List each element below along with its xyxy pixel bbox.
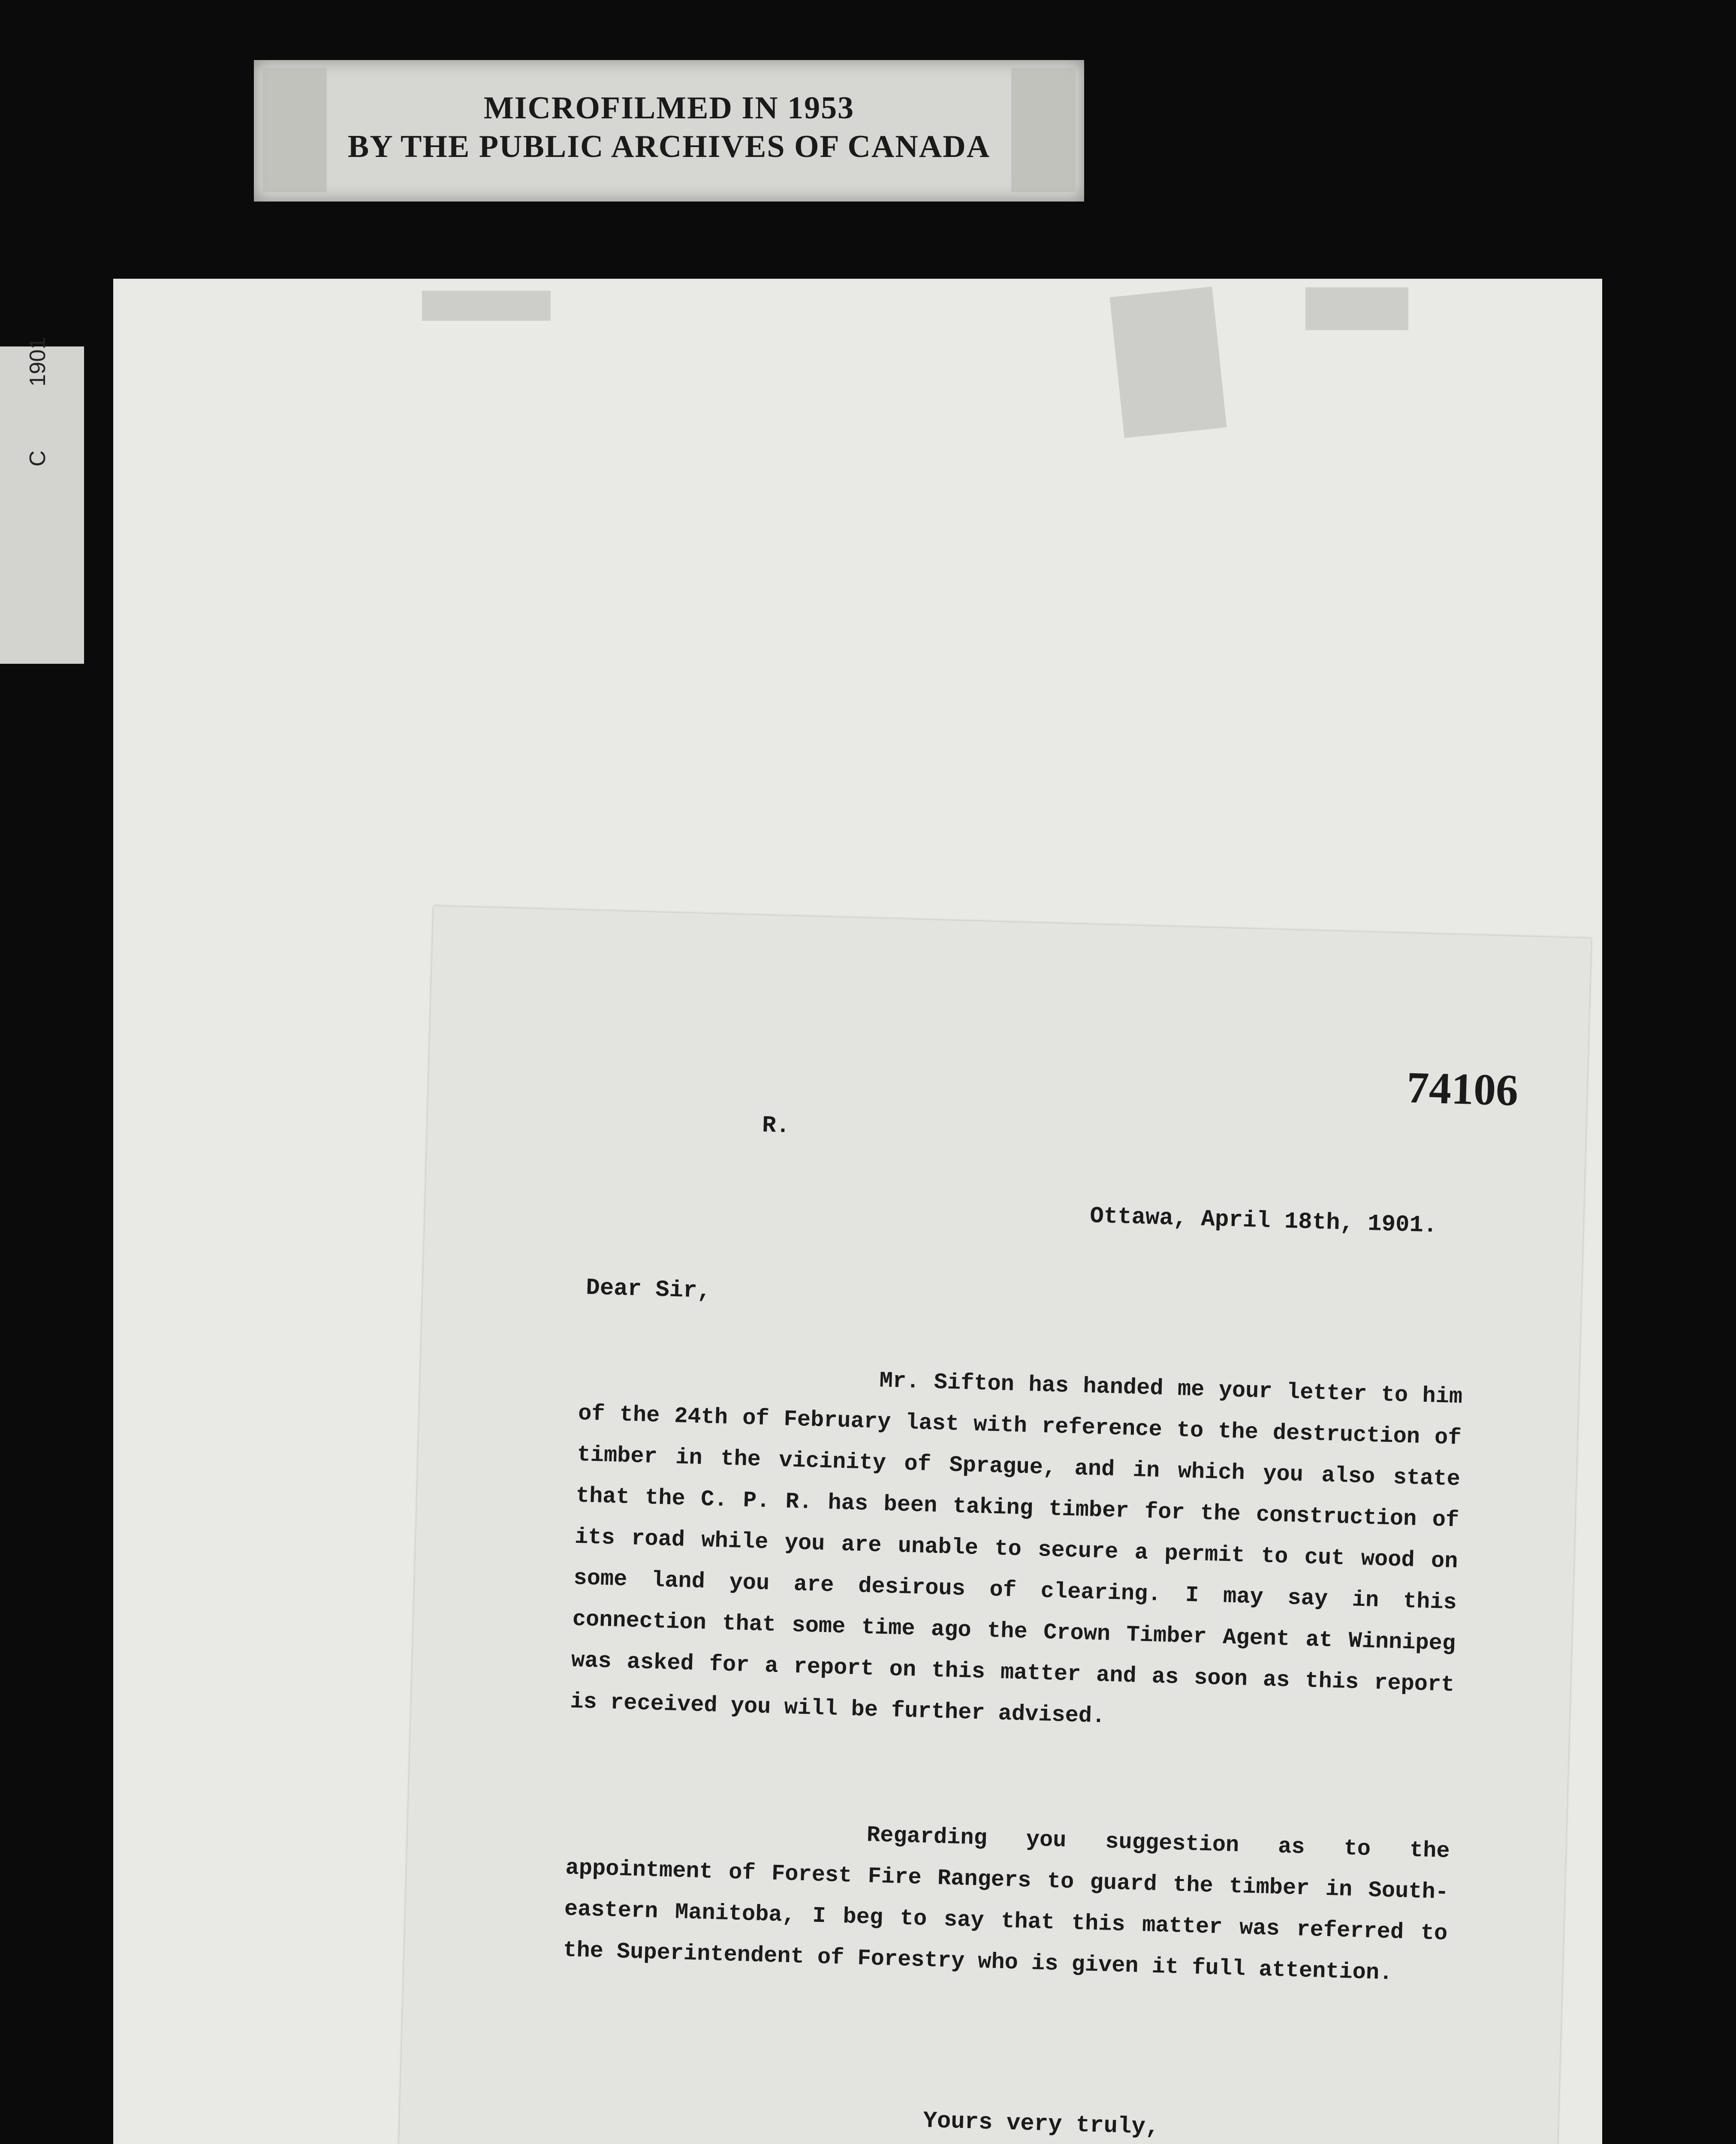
document-number: 74106 xyxy=(1406,1063,1519,1115)
backing-sheet xyxy=(113,279,1602,2144)
microfilm-line-1: MICROFILMED IN 1953 xyxy=(483,90,855,126)
body-paragraph-2: Regarding you suggestion as to the appointment of Forest Fire Rangers to guard the timber in South-eastern Manitoba, I beg to say that this matter was referred to the Superintendent of Forestry who is given it full attention. xyxy=(563,1822,1450,1986)
body-paragraph-1: Mr. Sifton has handed me your letter to him of the 24th of February last with reference to the destruction of timber in the vicinity of Sprague, and in which you also state that the C. P. R. has been taking timber for the construction of its road while you are unable to secure a permit to cut wood on some land you are desirous of clearing. I may say in this connection that some time ago the Crown Timber Agent at Winnipeg was asked for a report on this matter and as soon as this report is received you will be further advised. xyxy=(570,1368,1463,1729)
microfilm-label xyxy=(254,60,1084,202)
salutation: Dear Sir, xyxy=(585,1275,711,1305)
side-tab-letter: C xyxy=(25,450,50,467)
tape-top-right xyxy=(1305,287,1408,330)
tape-top-middle xyxy=(1109,286,1227,438)
letter-page xyxy=(394,906,1591,2144)
side-tab-year: 1901 xyxy=(25,337,50,387)
tape-top-left xyxy=(422,291,551,321)
side-tab-text xyxy=(25,337,51,518)
dateline: Ottawa, April 18th, 1901. xyxy=(1089,1203,1438,1239)
closing: Yours very truly, xyxy=(922,2108,1160,2141)
microfilm-line-2: BY THE PUBLIC ARCHIVES OF CANADA xyxy=(347,129,991,164)
side-tab xyxy=(0,337,84,664)
reference-mark: R. xyxy=(762,1112,790,1140)
